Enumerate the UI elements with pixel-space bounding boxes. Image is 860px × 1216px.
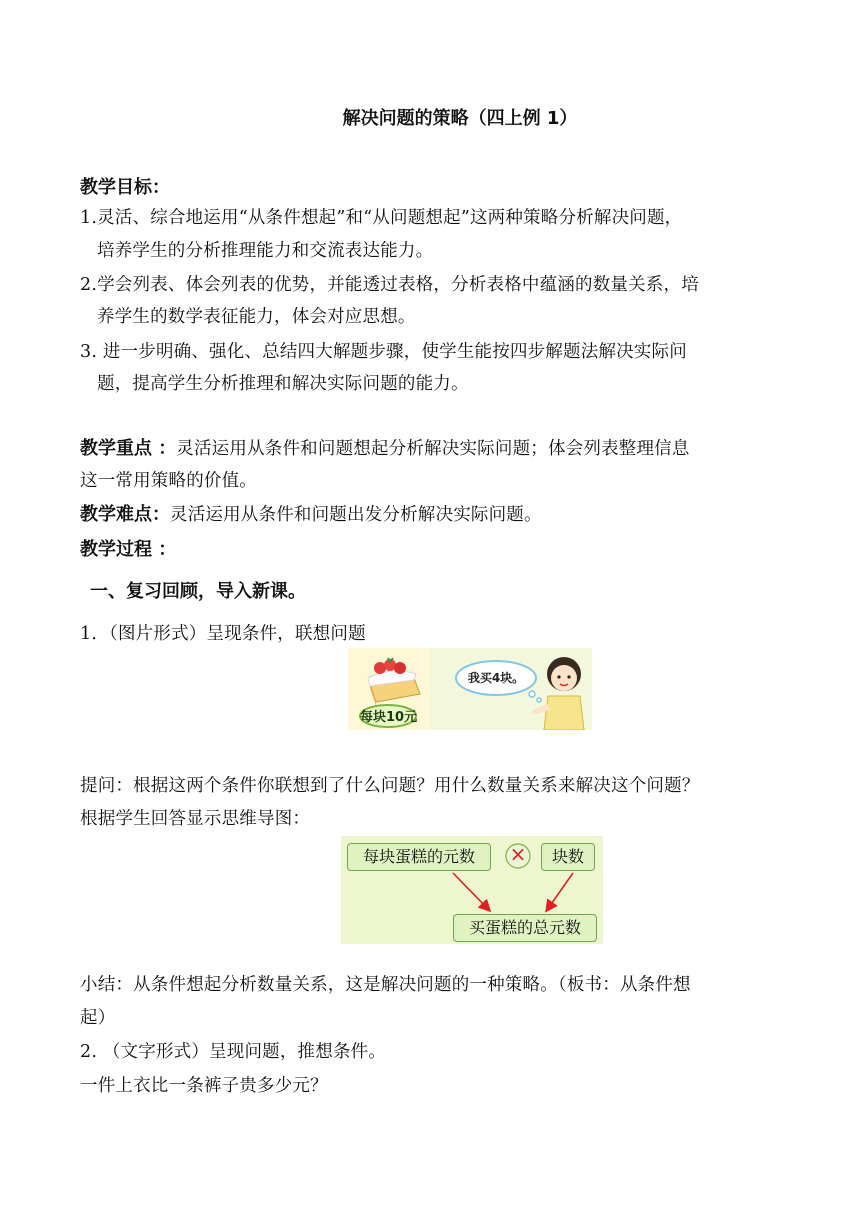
- objective-1-line-2: 培养学生的分析推理能力和交流表达能力。: [97, 241, 434, 261]
- key-points-line-1: [80, 434, 690, 460]
- mindmap-box-total: 买蛋糕的总元数: [453, 914, 597, 942]
- objective-2-line-1: 2.学会列表、体会列表的优势，并能透过表格，分析表格中蕴涵的数量关系，培: [80, 275, 699, 295]
- objective-3-line-2: 题，提高学生分析推理和解决实际问题的能力。: [97, 374, 469, 394]
- difficulties-line: [80, 500, 542, 526]
- price-tag-label: 每块10元: [360, 710, 418, 725]
- step-2-question: 一件上衣比一条裤子贵多少元？: [80, 1076, 328, 1096]
- process-heading: 教学过程 ：: [80, 539, 177, 560]
- difficulties-text: 灵活运用从条件和问题出发分析解决实际问题。: [170, 505, 542, 525]
- key-points-heading: 教学重点 ：: [80, 438, 177, 459]
- question-line-2: 根据学生回答显示思维导图：: [80, 809, 311, 829]
- objective-2-line-2: 养学生的数学表征能力，体会对应思想。: [97, 307, 416, 327]
- question-line-1: 提问：根据这两个条件你联想到了什么问题？用什么数量关系来解决这个问题？: [80, 776, 700, 796]
- mindmap-box-count: 块数: [541, 843, 595, 871]
- mind-map: [341, 836, 603, 944]
- objective-1-line-1: 1.灵活、综合地运用“从条件想起”和“从问题想起”这两种策略分析解决问题，: [80, 208, 683, 228]
- objective-3-line-1: 3. 进一步明确、强化、总结四大解题步骤，使学生能按四步解题法解决实际问: [80, 342, 687, 362]
- key-points-text: 灵活运用从条件和问题想起分析解决实际问题；体会列表整理信息: [176, 439, 690, 459]
- step-2-text: 2. （文字形式）呈现问题，推想条件。: [80, 1042, 387, 1062]
- mindmap-box-price-per-cake: 每块蛋糕的元数: [347, 843, 491, 871]
- key-points-line-2: 这一常用策略的价值。: [80, 471, 257, 491]
- section-1-heading: 一、复习回顾，导入新课。: [90, 581, 306, 602]
- multiply-icon: ×: [509, 842, 527, 866]
- objectives-heading: 教学目标：: [80, 177, 170, 198]
- cake-girl-picture: [348, 648, 592, 730]
- step-1-text: 1．（图片形式）呈现条件，联想问题: [80, 624, 366, 644]
- difficulties-heading: 教学难点：: [80, 504, 170, 525]
- summary-line-2: 起）: [80, 1008, 116, 1028]
- document-title: 解决问题的策略（四上例 1）: [342, 108, 578, 129]
- speech-bubble-text: 我买4块。: [467, 671, 525, 685]
- summary-line-1: 小结：从条件想起分析数量关系，这是解决问题的一种策略。（板书：从条件想: [80, 975, 691, 995]
